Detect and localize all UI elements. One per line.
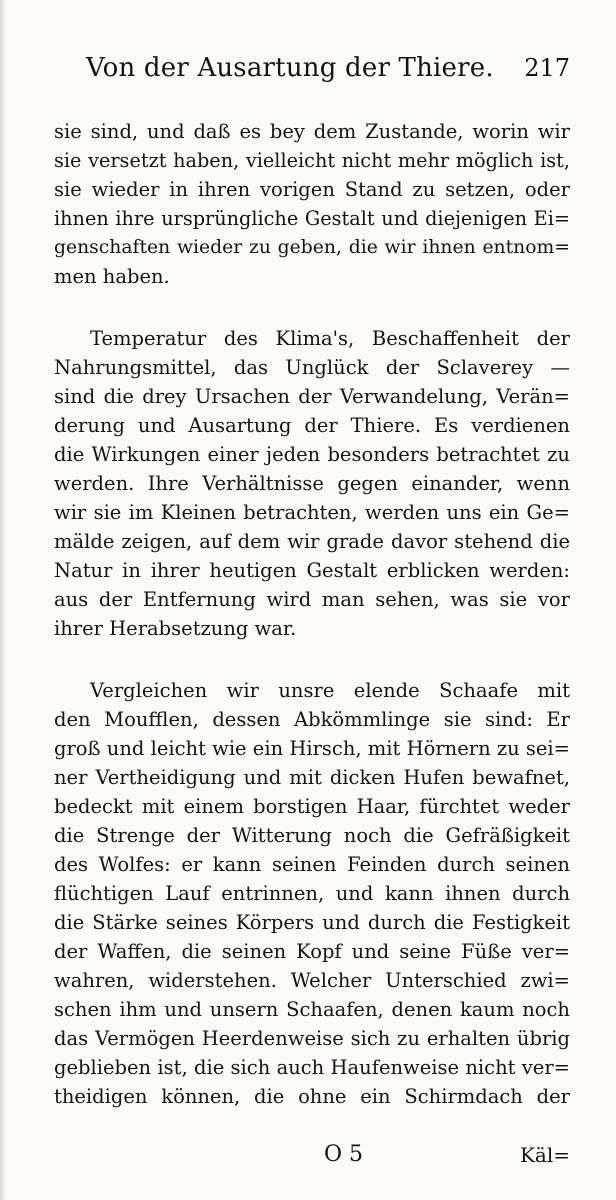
text-line: werden. Ihre Verhältnisse gegen einander, wenn [54,472,570,495]
text-line: ihnen ihre ursprüngliche Gestalt und diejenigen Ei= [54,207,570,230]
text-line: der Waffen, die seinen Kopf und seine Füße ver= [54,940,570,963]
page-gutter-shadow [0,0,6,1200]
text-line: sie wieder in ihren vorigen Stand zu setzen, oder [54,178,570,201]
text-line: Natur in ihrer heutigen Gestalt erblicken werden: [54,559,570,582]
paragraph [54,117,570,291]
page-footer [0,1137,616,1173]
text-line: das Vermögen Heerdenweise sich zu erhalten übrig [54,1027,570,1050]
paragraph [54,324,570,643]
text-line: wahren, widerstehen. Welcher Unterschied zwi= [54,969,570,992]
text-line: sie versetzt haben, vielleicht nicht mehr möglich ist, [54,149,570,172]
text-line: den Moufflen, dessen Abkömmlinge sie sind: Er [54,708,570,731]
text-line: aus der Entfernung wird man sehen, was sie vor [54,588,570,611]
text-line: theidigen können, die ohne ein Schirmdach der [54,1085,570,1108]
signature-mark: O 5 [324,1142,364,1167]
text-line: schen ihm und unsern Schaafen, denen kaum noch [54,998,570,1021]
text-line: ihrer Herabsetzung war. [54,617,297,640]
text-line: die Stärke seines Körpers und durch die Festigkeit [54,911,570,934]
text-line: genschaften wieder zu geben, die wir ihnen entnom= [54,237,570,258]
text-line: die Wirkungen einer jeden besonders betrachtet zu [54,443,570,466]
paragraph [54,676,570,1111]
running-title: Von der Ausartung der Thiere. [86,53,494,83]
text-line: geblieben ist, die sich auch Haufenweise nicht ver= [54,1056,570,1079]
text-line: groß und leicht wie ein Hirsch, mit Hörnern zu sei= [54,737,570,760]
body-text [54,117,570,1111]
running-head [86,48,570,88]
text-line: ner Vertheidigung und mit dicken Hufen bewafnet, [54,766,570,789]
text-line: wir sie im Kleinen betrachten, werden uns ein Ge= [54,501,570,524]
paragraph-gap [54,291,570,324]
text-line: derung und Ausartung der Thiere. Es verdienen [54,414,570,437]
text-line: men haben. [54,265,170,288]
text-line: flüchtigen Lauf entrinnen, und kann ihnen durch [54,882,570,905]
text-line: mälde zeigen, auf dem wir grade davor stehend die [54,530,570,553]
text-line: sie sind, und daß es bey dem Zustande, worin wir [54,120,570,143]
text-line: des Wolfes: er kann seinen Feinden durch seinen [54,853,570,876]
text-line: Vergleichen wir unsre elende Schaafe mit [90,679,570,702]
text-line: die Strenge der Witterung noch die Gefräßigkeit [54,824,570,847]
text-line: bedeckt mit einem borstigen Haar, fürchtet weder [54,795,570,818]
page-number: 217 [524,54,570,82]
text-line: sind die drey Ursachen der Verwandelung, Verän= [54,385,570,408]
paragraph-gap [54,643,570,676]
text-line: Temperatur des Klima's, Beschaffenheit der [90,327,570,350]
text-line: Nahrungsmittel, das Unglück der Sclaverey — [54,356,570,379]
catchword: Käl= [519,1143,570,1167]
